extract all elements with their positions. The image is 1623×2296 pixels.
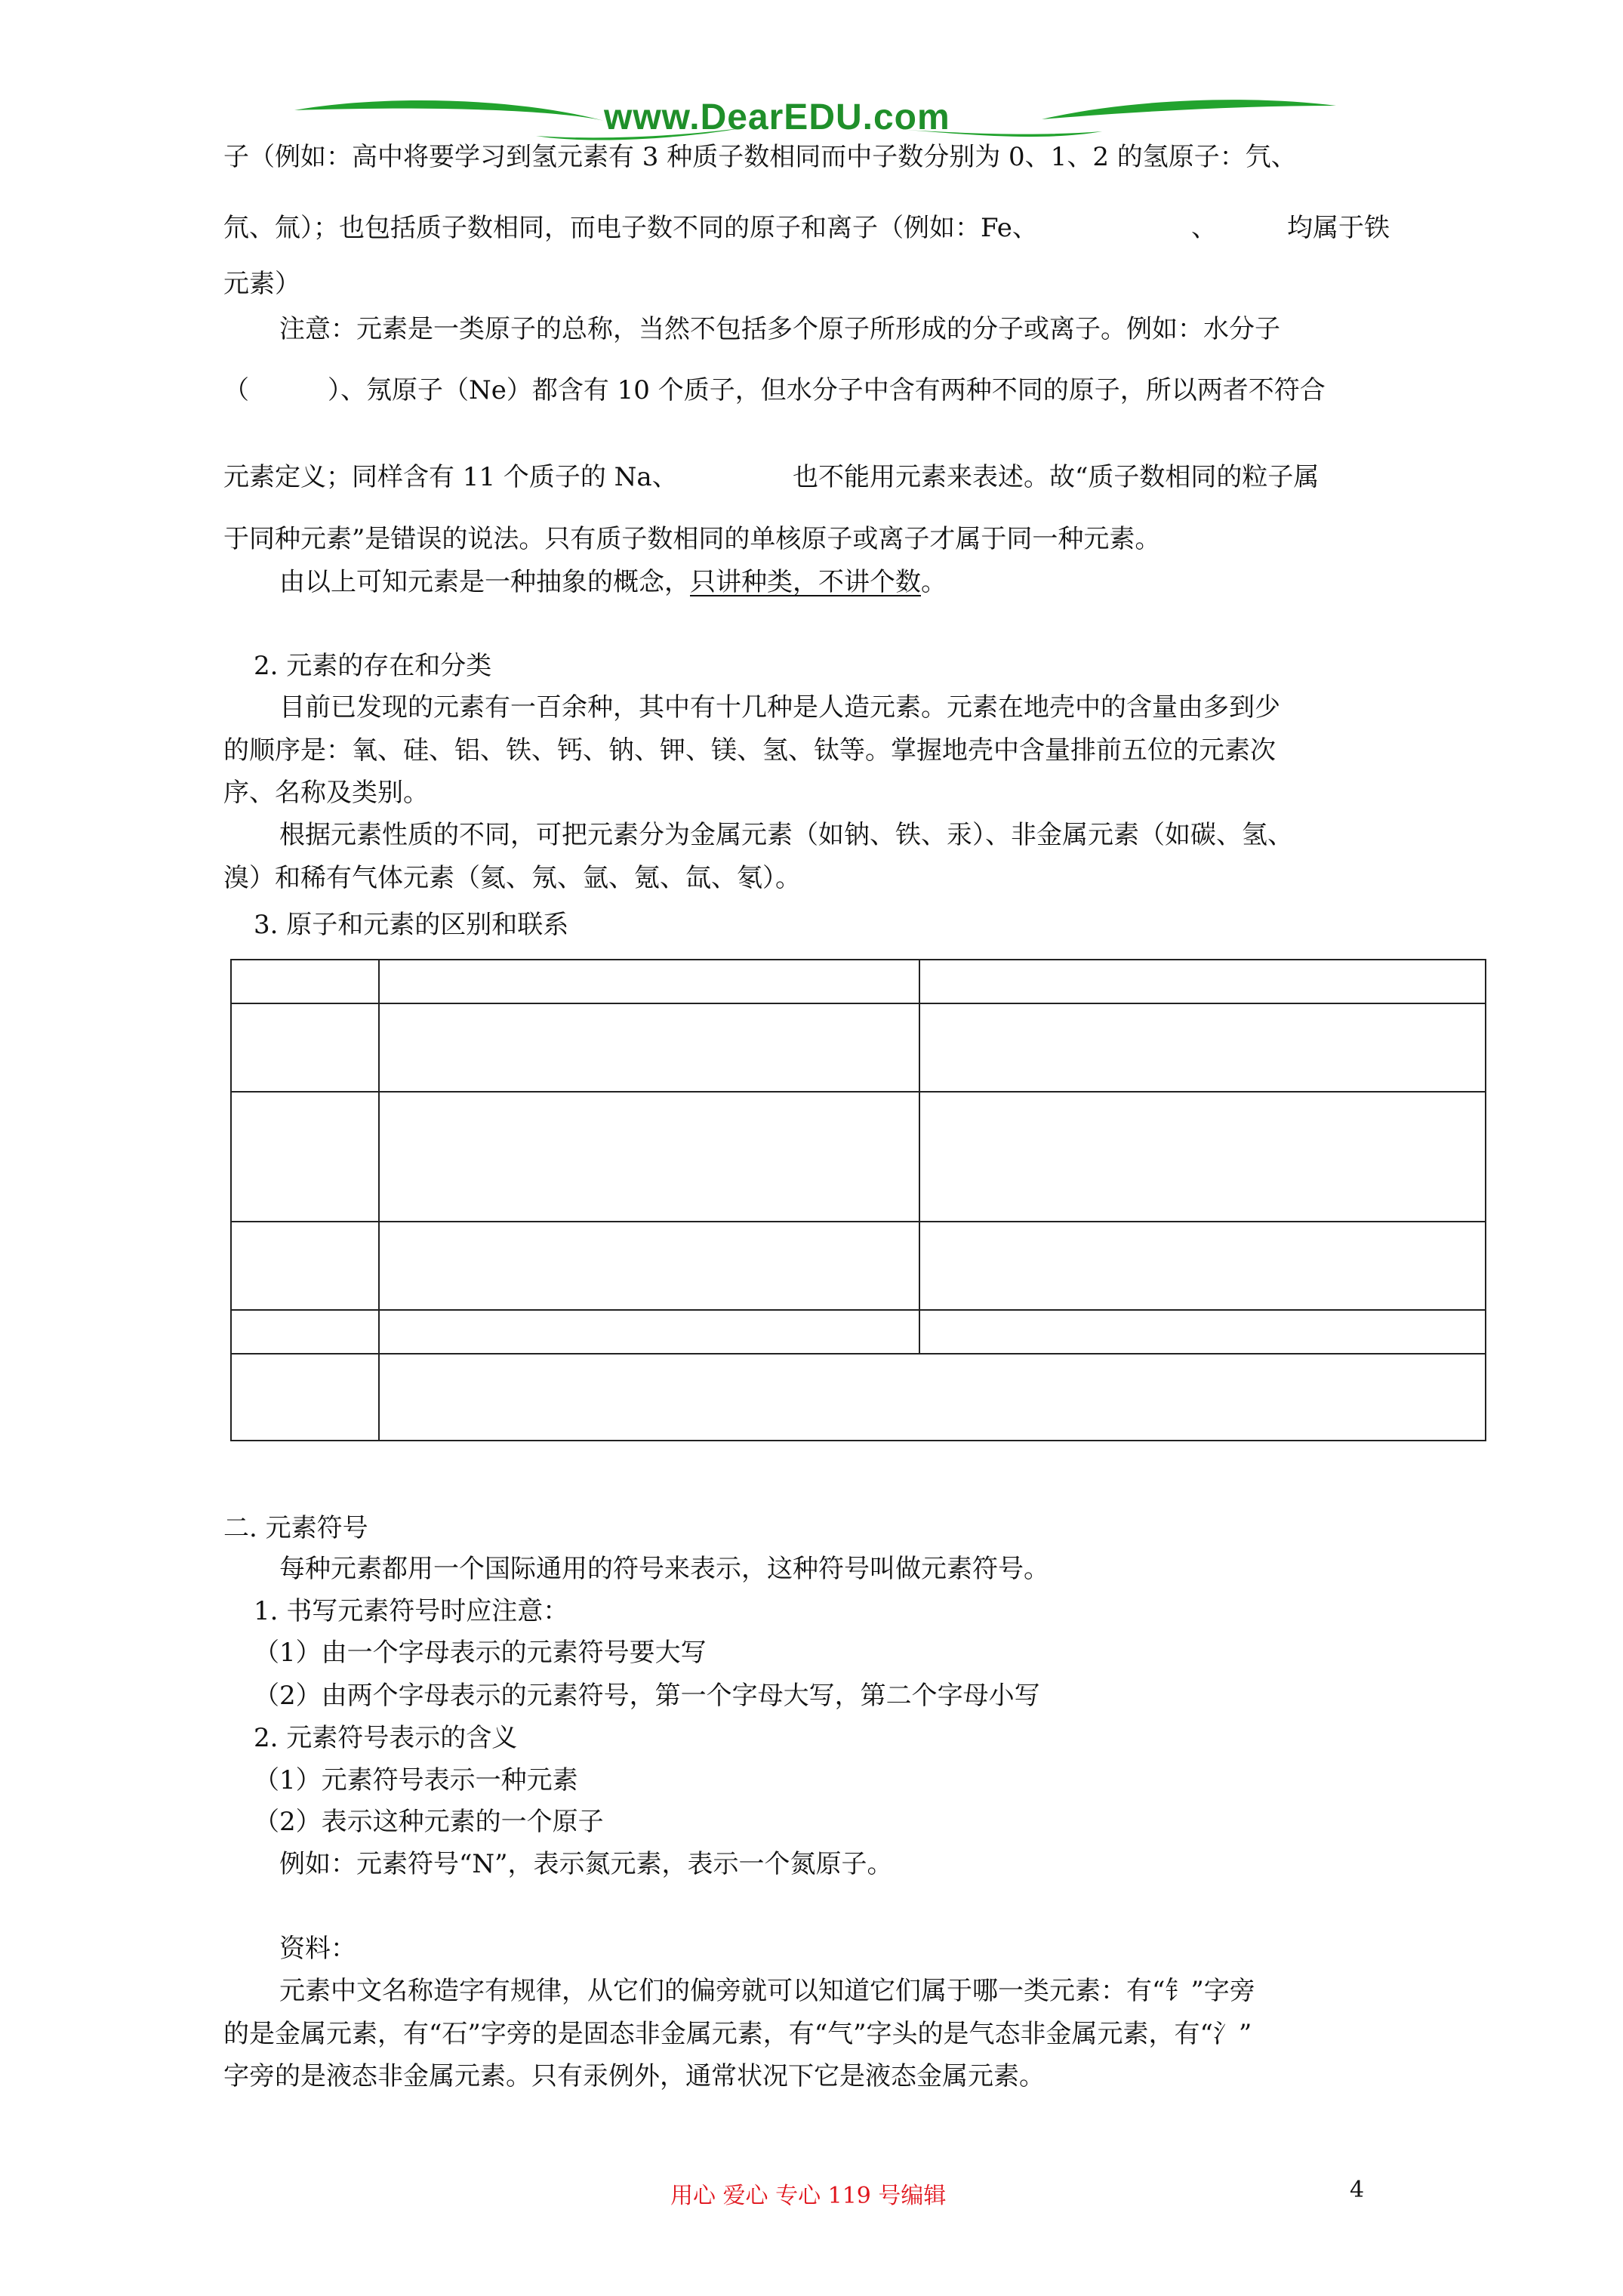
paragraph-line: 字旁的是液态非金属元素。只有汞例外，通常状况下它是液态金属元素。 [223, 2061, 1045, 2091]
table-cell [379, 1003, 919, 1092]
list-heading: 1. 书写元素符号时应注意： [254, 1596, 569, 1626]
table-row [231, 1092, 1486, 1222]
table-cell [379, 1222, 919, 1310]
table-row [231, 1222, 1486, 1310]
paragraph-line: 根据元素性质的不同，可把元素分为金属元素（如钠、铁、汞）、非金属元素（如碳、氢、 [279, 820, 1293, 850]
footer-slogan: 用心 爱心 专心 119 号编辑 [670, 2183, 947, 2209]
table-cell [231, 960, 379, 1003]
paragraph-line: （ [223, 375, 249, 405]
table-cell [231, 1354, 379, 1441]
paragraph-line [279, 567, 947, 597]
table-cell [231, 1092, 379, 1222]
table-cell [919, 1310, 1486, 1354]
paragraph-line: 目前已发现的元素有一百余种，其中有十几种是人造元素。元素在地壳中的含量由多到少 [279, 692, 1280, 723]
section-heading: 2. 元素的存在和分类 [254, 651, 492, 681]
table-row [231, 960, 1486, 1003]
table-cell [379, 1354, 1486, 1441]
underlined-emphasis: 只讲种类，不讲个数 [690, 567, 921, 597]
site-logo-text[interactable]: www.DearEDU.com [604, 97, 950, 137]
table-cell [379, 960, 919, 1003]
paragraph-line: 元素定义；同样含有 11 个质子的 Na、 [223, 462, 678, 492]
section-heading: 3. 原子和元素的区别和联系 [254, 910, 569, 940]
list-item: （1）由一个字母表示的元素符号要大写 [254, 1638, 707, 1668]
list-heading: 2. 元素符号表示的含义 [254, 1723, 518, 1753]
table-row [231, 1354, 1486, 1441]
table-cell [919, 1092, 1486, 1222]
paragraph-line: 于同种元素”是错误的说法。只有质子数相同的单核原子或离子才属于同一种元素。 [223, 524, 1161, 554]
table-cell [231, 1310, 379, 1354]
table-cell [231, 1003, 379, 1092]
list-item: （1）元素符号表示一种元素 [254, 1765, 578, 1795]
paragraph-line: 每种元素都用一个国际通用的符号来表示，这种符号叫做元素符号。 [279, 1554, 1049, 1584]
list-item: （2）由两个字母表示的元素符号，第一个字母大写，第二个字母小写 [254, 1681, 1040, 1711]
table-cell [919, 1003, 1486, 1092]
paragraph-line: 溴）和稀有气体元素（氦、氖、氩、氪、氙、氡）。 [223, 863, 801, 893]
paragraph-line: 注意：元素是一类原子的总称，当然不包括多个原子所形成的分子或离子。例如：水分子 [279, 314, 1280, 344]
paragraph-line: 元素） [223, 269, 300, 299]
table-cell [919, 960, 1486, 1003]
section-heading: 二. 元素符号 [223, 1513, 368, 1543]
paragraph-text: 由以上可知元素是一种抽象的概念， [279, 567, 690, 597]
material-heading: 资料： [279, 1934, 356, 1964]
paragraph-fragment: ）、氖原子（Ne）都含有 10 个质子，但水分子中含有两种不同的原子，所以两者不符合 [328, 375, 1326, 405]
paragraph-line: 的是金属元素，有“石”字旁的是固态非金属元素，有“气”字头的是气态非金属元素，有“氵” [223, 2019, 1252, 2049]
paragraph-line: 子（例如：高中将要学习到氢元素有 3 种质子数相同而中子数分别为 0、1、2 的氢原子：氕、 [223, 142, 1297, 172]
table-cell [379, 1310, 919, 1354]
paragraph-fragment: 均属于铁 [1287, 213, 1390, 243]
paragraph-text: 。 [921, 567, 947, 597]
paragraph-line: 的顺序是：氧、硅、铝、铁、钙、钠、钾、镁、氢、钛等。掌握地壳中含量排前五位的元素次 [223, 735, 1276, 766]
paragraph-line: 序、名称及类别。 [223, 778, 429, 808]
paragraph-fragment: 、 [1191, 213, 1217, 243]
table-cell [231, 1222, 379, 1310]
page-number: 4 [1350, 2177, 1365, 2203]
example-line: 例如：元素符号“N”，表示氮元素，表示一个氮原子。 [279, 1849, 893, 1879]
table-row [231, 1310, 1486, 1354]
list-item: （2）表示这种元素的一个原子 [254, 1807, 604, 1837]
paragraph-fragment: 也不能用元素来表述。故“质子数相同的粒子属 [793, 462, 1320, 492]
paragraph-line: 元素中文名称造字有规律，从它们的偏旁就可以知道它们属于哪一类元素：有“钅”字旁 [279, 1976, 1255, 2006]
atom-element-comparison-table [230, 959, 1486, 1441]
paragraph-line: 氘、氚）；也包括质子数相同，而电子数不同的原子和离子（例如：Fe、 [223, 213, 1038, 243]
table-cell [379, 1092, 919, 1222]
table-row [231, 1003, 1486, 1092]
table-cell [919, 1222, 1486, 1310]
